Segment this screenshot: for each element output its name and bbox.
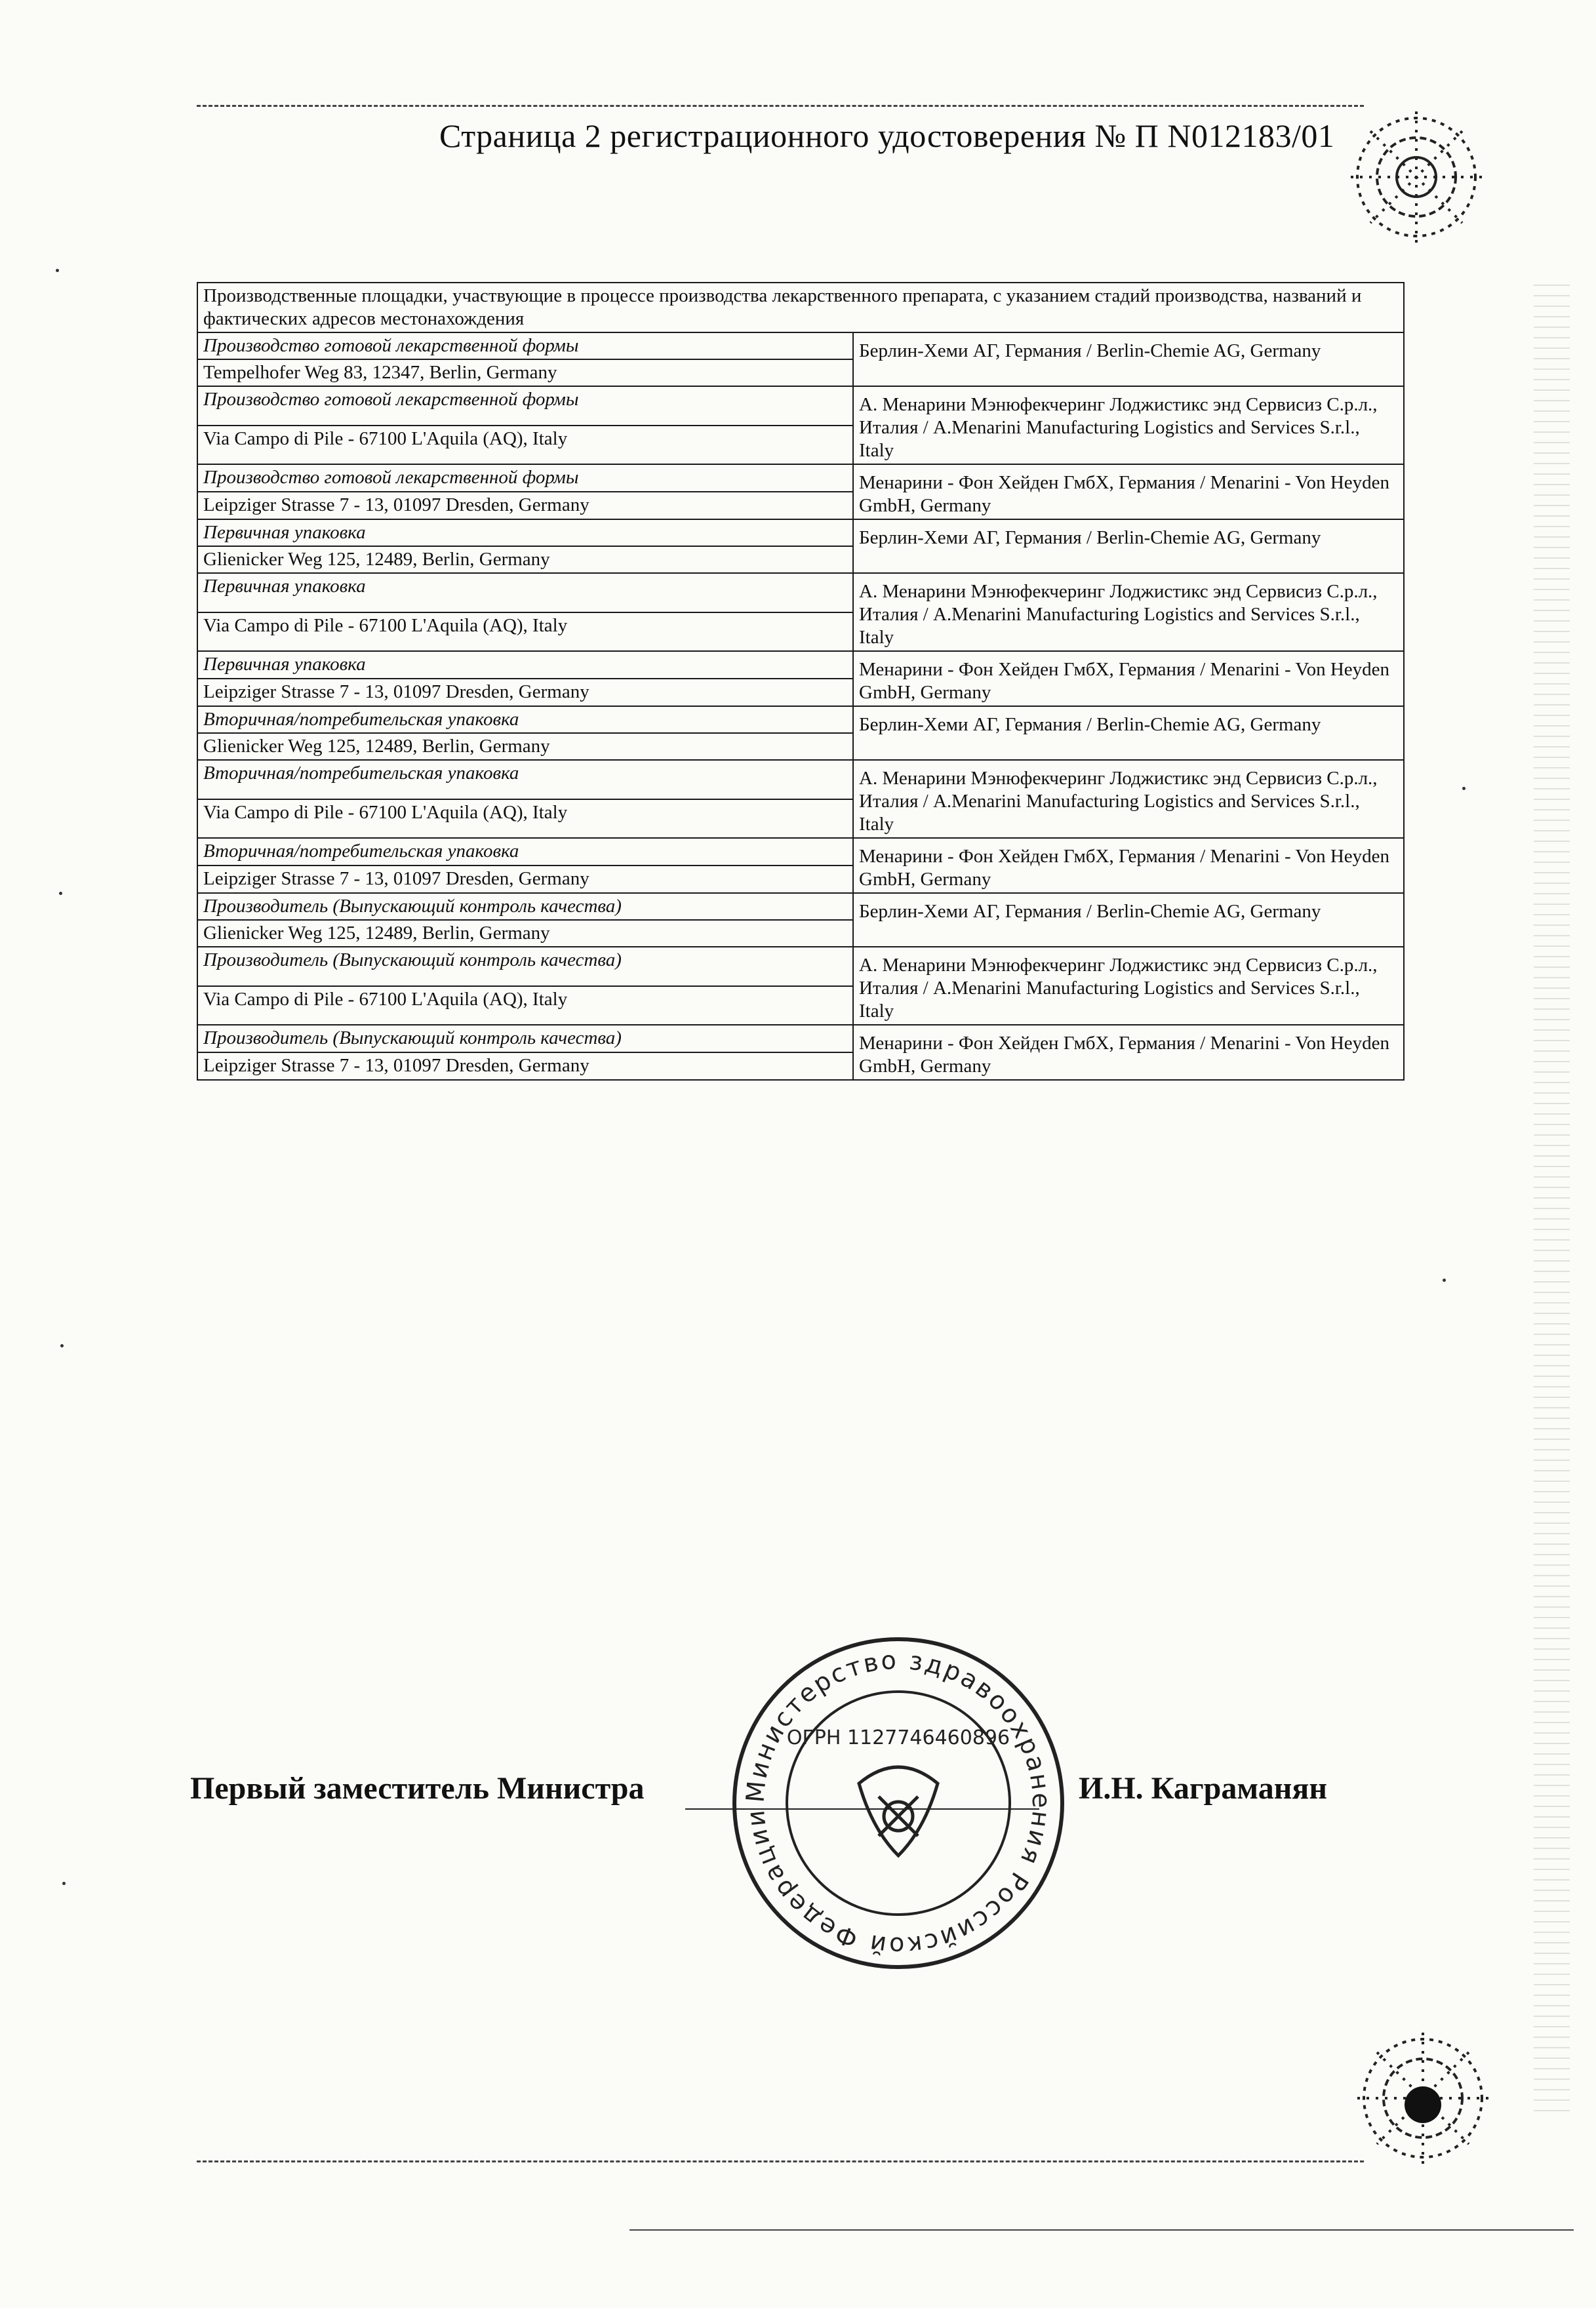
table-row (197, 519, 1404, 546)
company-cell: Менарини - Фон Хейден ГмбХ, Германия / Menarini - Von Heyden GmbH, Germany (853, 1025, 1404, 1080)
bottom-ornament-icon (1344, 2019, 1502, 2177)
address-cell: Leipziger Strasse 7 - 13, 01097 Dresden, Germany (197, 679, 853, 706)
scan-speck (59, 892, 62, 895)
stage-cell: Производство готовой лекарственной формы (197, 386, 853, 426)
table-row (197, 386, 1404, 426)
address-cell: Glienicker Weg 125, 12489, Berlin, Germany (197, 920, 853, 947)
address-cell: Leipziger Strasse 7 - 13, 01097 Dresden, Germany (197, 492, 853, 519)
signatory-name: И.Н. Каграманян (1079, 1771, 1327, 1806)
company-cell: Берлин-Хеми АГ, Германия / Berlin-Chemie AG, Germany (853, 706, 1404, 760)
stage-cell: Вторичная/потребительская упаковка (197, 838, 853, 866)
document-border-strip (1534, 275, 1570, 2111)
top-ornament-icon (1338, 98, 1495, 256)
scan-speck (1443, 1279, 1446, 1282)
stage-cell: Производитель (Выпускающий контроль качества) (197, 1025, 853, 1052)
stage-cell: Вторичная/потребительская упаковка (197, 706, 853, 733)
company-cell: Берлин-Хеми АГ, Германия / Berlin-Chemie AG, Germany (853, 519, 1404, 573)
address-cell: Glienicker Weg 125, 12489, Berlin, Germany (197, 733, 853, 760)
company-cell: Берлин-Хеми АГ, Германия / Berlin-Chemie AG, Germany (853, 893, 1404, 947)
address-cell: Leipziger Strasse 7 - 13, 01097 Dresden, Germany (197, 1052, 853, 1080)
scan-speck (56, 269, 59, 272)
footer-dashed-line (629, 2229, 1574, 2231)
top-dashed-line (197, 105, 1364, 107)
address-cell: Via Campo di Pile - 67100 L'Aquila (AQ), Italy (197, 612, 853, 652)
stage-cell: Производитель (Выпускающий контроль качества) (197, 947, 853, 986)
table-row (197, 464, 1404, 492)
signature-line (685, 1808, 1039, 1810)
stage-cell: Производитель (Выпускающий контроль качества) (197, 893, 853, 920)
table-header-row (197, 283, 1404, 332)
company-cell: А. Менарини Мэнюфекчеринг Лоджистикс энд Сервисиз С.р.л., Италия / A.Menarini Manufacturing Logistics and Services S.r.l., Italy (853, 386, 1404, 464)
table-header: Производственные площадки, участвующие в процессе производства лекарственного препарата, с указанием стадий производства, названий и фактических адресов местонахождения (197, 283, 1404, 332)
bottom-dashed-line (197, 2160, 1364, 2162)
stamp-ogrn: ОГРН 1127746460896 (786, 1726, 1010, 1749)
signature-block (0, 1770, 1596, 1836)
table-row (197, 651, 1404, 679)
stage-cell: Первичная упаковка (197, 519, 853, 546)
table-row (197, 947, 1404, 986)
company-cell: А. Менарини Мэнюфекчеринг Лоджистикс энд Сервисиз С.р.л., Италия / A.Menarini Manufacturing Logistics and Services S.r.l., Italy (853, 947, 1404, 1025)
stamp-outer-text: Министерство здравоохранения Российской Федерации (740, 1645, 1056, 1961)
scan-speck (1462, 787, 1466, 790)
stage-cell: Производство готовой лекарственной формы (197, 332, 853, 359)
production-sites-table (197, 282, 1405, 1081)
address-cell: Via Campo di Pile - 67100 L'Aquila (AQ), Italy (197, 426, 853, 465)
address-cell: Via Campo di Pile - 67100 L'Aquila (AQ), Italy (197, 799, 853, 839)
scan-speck (60, 1344, 64, 1347)
table-row (197, 893, 1404, 920)
table-row (197, 838, 1404, 866)
address-cell: Tempelhofer Weg 83, 12347, Berlin, Germany (197, 359, 853, 386)
signatory-title: Первый заместитель Министра (190, 1771, 645, 1806)
company-cell: Менарини - Фон Хейден ГмбХ, Германия / Menarini - Von Heyden GmbH, Germany (853, 464, 1404, 519)
company-cell: А. Менарини Мэнюфекчеринг Лоджистикс энд Сервисиз С.р.л., Италия / A.Menarini Manufacturing Logistics and Services S.r.l., Italy (853, 573, 1404, 651)
stage-cell: Вторичная/потребительская упаковка (197, 760, 853, 799)
page-title: Страница 2 регистрационного удостоверения № П N012183/01 (439, 117, 1335, 154)
stage-cell: Первичная упаковка (197, 573, 853, 612)
table-row (197, 1025, 1404, 1052)
table-row (197, 706, 1404, 733)
stage-cell: Первичная упаковка (197, 651, 853, 679)
address-cell: Glienicker Weg 125, 12489, Berlin, Germany (197, 546, 853, 573)
address-cell: Leipziger Strasse 7 - 13, 01097 Dresden, Germany (197, 866, 853, 893)
table-row (197, 332, 1404, 359)
company-cell: Менарини - Фон Хейден ГмбХ, Германия / Menarini - Von Heyden GmbH, Germany (853, 838, 1404, 893)
company-cell: Менарини - Фон Хейден ГмбХ, Германия / Menarini - Von Heyden GmbH, Germany (853, 651, 1404, 706)
company-cell: Берлин-Хеми АГ, Германия / Berlin-Chemie AG, Germany (853, 332, 1404, 386)
table-row (197, 760, 1404, 799)
scan-speck (62, 1882, 66, 1885)
stage-cell: Производство готовой лекарственной формы (197, 464, 853, 492)
table-row (197, 573, 1404, 612)
address-cell: Via Campo di Pile - 67100 L'Aquila (AQ), Italy (197, 986, 853, 1025)
company-cell: А. Менарини Мэнюфекчеринг Лоджистикс энд Сервисиз С.р.л., Италия / A.Menarini Manufacturing Logistics and Services S.r.l., Italy (853, 760, 1404, 838)
